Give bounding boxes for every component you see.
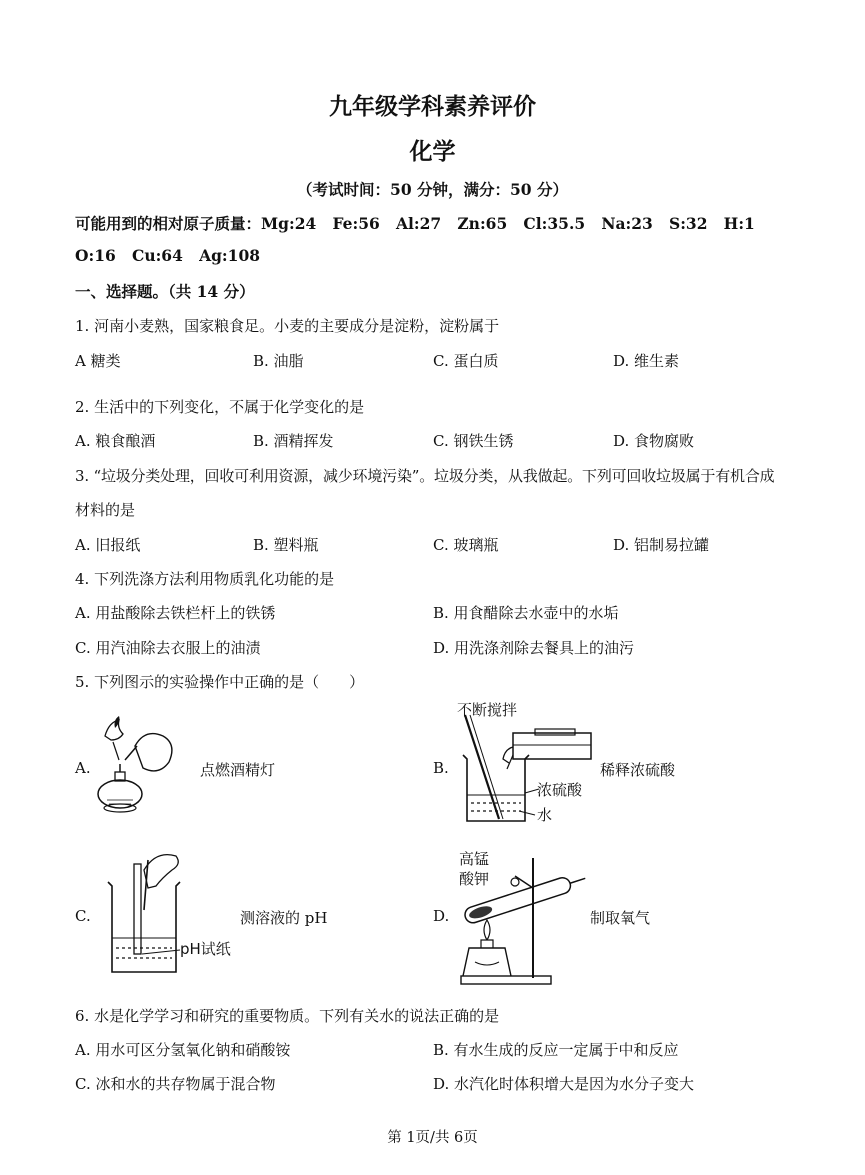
section-title: 一、选择题。（共 14 分） (75, 282, 255, 301)
ph-measurement-figure (100, 850, 240, 975)
option-c: C. 蛋白质 (433, 352, 499, 370)
atomic-masses-line2: O:16 Cu:64 Ag:108 (75, 246, 261, 265)
alcohol-lamp-lighting-figure (95, 716, 185, 816)
option-b: B. (433, 759, 449, 777)
option-c: C. 冰和水的共存物属于混合物 (75, 1075, 276, 1093)
option-a: A. 粮食酿酒 (75, 432, 156, 450)
option-a: A 糖类 (75, 352, 121, 370)
option-a: A. 用水可区分氢氧化钠和硝酸铵 (75, 1041, 291, 1059)
option-a: A. (75, 759, 91, 777)
option-c: C. 钢铁生锈 (433, 432, 514, 450)
dilute-sulfuric-acid-figure (455, 703, 595, 828)
option-b-caption: 稀释浓硫酸 (600, 761, 676, 779)
question-stem: 3. “垃圾分类处理，回收可利用资源，减少环境污染”。垃圾分类，从我做起。下列可回收垃圾属于有机合成 (75, 467, 775, 485)
option-d: D. (433, 907, 450, 925)
option-b: B. 塑料瓶 (253, 536, 319, 554)
label-potassium-permanganate-2: 酸钾 (459, 870, 490, 888)
option-b: B. 用食醋除去水壶中的水垢 (433, 604, 619, 622)
option-c: C. 用汽油除去衣服上的油渍 (75, 639, 261, 657)
option-d-caption: 制取氧气 (590, 909, 651, 927)
page-number: 第 1页/共 6页 (387, 1130, 478, 1146)
option-a: A. 用盐酸除去铁栏杆上的铁锈 (75, 604, 276, 622)
question-stem: 6. 水是化学学习和研究的重要物质。下列有关水的说法正确的是 (75, 1007, 500, 1025)
exam-info: （考试时间：50 分钟，满分：50 分） (297, 180, 568, 199)
question-stem: 5. 下列图示的实验操作中正确的是（ ） (75, 673, 365, 691)
option-c: C. 玻璃瓶 (433, 536, 499, 554)
option-b: B. 酒精挥发 (253, 432, 334, 450)
option-c: C. (75, 907, 91, 925)
label-water: 水 (537, 806, 553, 824)
atomic-masses-line1: 可能用到的相对原子质量：Mg:24 Fe:56 Al:27 Zn:65 Cl:35.5 Na:23 S:32 H:1 (75, 214, 755, 233)
exam-title: 九年级学科素养评价 (329, 93, 536, 120)
question-stem: 2. 生活中的下列变化，不属于化学变化的是 (75, 398, 365, 416)
option-d: D. 铝制易拉罐 (613, 536, 710, 554)
option-d: D. 食物腐败 (613, 432, 695, 450)
question-stem-continued: 材料的是 (75, 501, 136, 519)
option-c-caption: 测溶液的 pH (240, 909, 328, 927)
label-conc-sulfuric-acid: 浓硫酸 (537, 781, 583, 799)
option-b: B. 有水生成的反应一定属于中和反应 (433, 1041, 679, 1059)
question-stem: 4. 下列洗涤方法利用物质乳化功能的是 (75, 570, 335, 588)
option-a-caption: 点燃酒精灯 (200, 761, 276, 779)
option-a: A. 旧报纸 (75, 536, 141, 554)
label-potassium-permanganate-1: 高锰 (459, 850, 490, 868)
label-keep-stirring: 不断搅拌 (457, 701, 518, 719)
option-d: D. 用洗涤剂除去餐具上的油污 (433, 639, 635, 657)
subject-title: 化学 (409, 138, 456, 165)
option-b: B. 油脂 (253, 352, 304, 370)
option-d: D. 水汽化时体积增大是因为水分子变大 (433, 1075, 695, 1093)
produce-oxygen-figure (455, 848, 595, 990)
label-ph-paper: pH试纸 (180, 940, 231, 958)
option-d: D. 维生素 (613, 352, 680, 370)
question-stem: 1. 河南小麦熟，国家粮食足。小麦的主要成分是淀粉，淀粉属于 (75, 317, 500, 335)
